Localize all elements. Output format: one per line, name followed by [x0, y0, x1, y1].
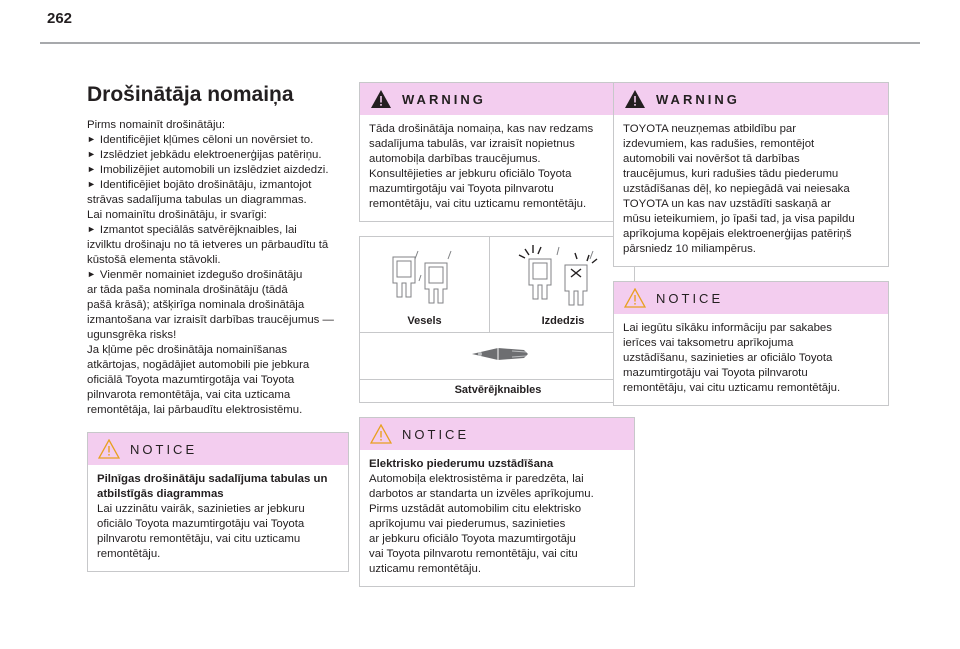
warning-label: WARNING [402, 91, 486, 107]
warning-box [359, 82, 635, 222]
column-1 [87, 82, 349, 586]
notice-line: ierīces vai taksometru aprīkojuma [623, 337, 794, 349]
notice-line: ar jebkuru oficiālo Toyota mazumtirgotāju [369, 533, 576, 545]
column-2 [359, 82, 635, 601]
step-line: ► Vienmēr nomainiet izdegušo drošinātāju [87, 268, 349, 283]
closing-line: remontētāja, lai pārbaudītu elektrosistēmu. [87, 404, 303, 416]
warning-line: mūsu ieteikumiem, jo īpaši tad, ja visa papildu [623, 213, 855, 225]
step-line-cont: izvilktu drošinaju no tā ietveres un pārbaudītu tā [87, 239, 329, 251]
notice-label: NOTICE [130, 441, 198, 457]
intro-line: Pirms nomainīt drošinātāju: [87, 119, 226, 131]
warning-line: izdevumiem, kas radušies, remontējot [623, 138, 815, 150]
warning-header [360, 83, 634, 115]
warning-line: uzstādīšanas dēļ, ko nepiegādā vai neiesaka [623, 183, 850, 195]
notice-label: NOTICE [402, 426, 470, 442]
notice-line: uzticamu remontētāju. [369, 563, 482, 575]
warning-line: aprīkojuma kopējais elektroenerģijas patēriņš [623, 228, 852, 240]
warning-line: remontētāju, vai citu uzticamu remontētāju. [369, 198, 587, 210]
notice-box [359, 417, 635, 587]
notice-line: pilnvarotu remontētāju, vai citu uzticamu [97, 533, 301, 545]
step-line: ► Imobilizējiet automobili un izslēdziet aizdedzi. [87, 163, 349, 178]
good-fuse-label: Vesels [407, 315, 442, 327]
step-line: ► Izmantot speciālās satvērējknaibles, lai [87, 223, 349, 238]
warning-line: Tāda drošinātāja nomaiņa, kas nav redzams [369, 123, 594, 135]
step-line-cont: ugunsgrēka risks! [87, 329, 177, 341]
figure-divider [360, 379, 634, 380]
warning-body [360, 115, 634, 221]
step-line-cont: strāvas sadalījuma tabulas un diagrammas. [87, 194, 307, 206]
warning-box [613, 82, 889, 267]
notice-line: vai Toyota pilnvarotu remontētāju, vai citu [369, 548, 578, 560]
warning-line: mazumtirgotāju vai Toyota pilnvarotu [369, 183, 554, 195]
step-line: ► Identificējiet bojāto drošinātāju, izmantojot [87, 178, 349, 193]
notice-triangle-icon [624, 288, 646, 308]
fuse-figure [359, 236, 635, 403]
top-rule [40, 42, 920, 44]
notice-line: mazumtirgotāju vai Toyota pilnvarotu [623, 367, 808, 379]
warning-line: automobili vai novēršot tā darbības [623, 153, 800, 165]
notice-line: aprīkojumu vai piederumus, sazinieties [369, 518, 566, 530]
warning-label: WARNING [656, 91, 740, 107]
step-line-cont: ar tāda paša nominala drošinātāju (tādā [87, 284, 288, 296]
pliers-label: Satvērējknaibles [454, 384, 542, 396]
notice-line: remontētāju, vai citu uzticamu remontētāju. [623, 382, 841, 394]
notice-header [88, 433, 348, 465]
page-number: 262 [47, 10, 73, 27]
closing-line: oficiālā Toyota mazumtirgotāja vai Toyota [87, 374, 295, 386]
notice-line: oficiālo Toyota mazumtirgotāju vai Toyota [97, 518, 305, 530]
notice-box [87, 432, 349, 572]
good-fuse-illustration [385, 247, 465, 309]
notice-label: NOTICE [656, 290, 724, 306]
pliers-illustration [468, 340, 532, 370]
warning-body [614, 115, 888, 266]
step-line-cont: pašā krāsā); atšķirīga nominala drošinātāja [87, 299, 305, 311]
column-3 [613, 82, 889, 420]
notice-line: Lai iegūtu sīkāku informāciju par sakabes [623, 322, 832, 334]
notice-line: Lai uzzinātu vairāk, sazinieties ar jebkuru [97, 503, 305, 515]
notice-line: darbotos ar standarta un izvēles aprīkojumu. [369, 488, 594, 500]
closing-line: atkārtojas, nogādājiet automobili pie jebkura [87, 359, 310, 371]
procedure-text [87, 118, 349, 418]
warning-triangle-icon [370, 89, 392, 109]
notice-heading: Elektrisko piederumu uzstādīšana [369, 458, 554, 470]
warning-header [614, 83, 888, 115]
notice-line: remontētāju. [97, 548, 161, 560]
step-line: ► Izslēdziet jebkādu elektroenerģijas patēriņu. [87, 148, 349, 163]
notice-heading: atbilstīgās diagrammas [97, 488, 224, 500]
notice-triangle-icon [370, 424, 392, 444]
notice-body [614, 314, 888, 405]
notice-line: Automobiļa elektrosistēma ir paredzēta, lai [369, 473, 584, 485]
step-line-cont: izmantošana var izraisīt darbības traucējumus — [87, 314, 334, 326]
warning-line: TOYOTA neuzņemas atbildību par [623, 123, 797, 135]
notice-heading: Pilnīgas drošinātāju sadalījuma tabulas un [97, 473, 328, 485]
notice-line: uzstādīšanu, sazinieties ar oficiālo Toyota [623, 352, 833, 364]
blown-fuse-label: Izdedzis [541, 315, 585, 327]
warning-line: automobiļa darbības traucējumus. [369, 153, 541, 165]
step-line: ► Identificējiet kļūmes cēloni un novērsiet to. [87, 133, 349, 148]
closing-line: Ja kļūme pēc drošinātāja nomainīšanas [87, 344, 288, 356]
notice-body [88, 465, 348, 571]
notice-body [360, 450, 634, 586]
blown-fuse-illustration [515, 245, 615, 309]
step-line-cont: kūstošā elementa stāvokli. [87, 254, 221, 266]
figure-divider [360, 332, 634, 333]
warning-line: traucējumus, kuri radušies tādu piederumu [623, 168, 839, 180]
warning-line: sadalījuma tabulās, var izraisīt nopietnus [369, 138, 575, 150]
section-title: Drošinātāja nomaiņa [87, 83, 294, 106]
notice-triangle-icon [98, 439, 120, 459]
notice-box [613, 281, 889, 406]
warning-line: pārsniedz 10 miliampērus. [623, 243, 756, 255]
notice-header [614, 282, 888, 314]
warning-triangle-icon [624, 89, 646, 109]
closing-line: pilnvarota remontētāja, vai cita uzticama [87, 389, 291, 401]
warning-line: TOYOTA un kas nav uzstādīti saskaņā ar [623, 198, 831, 210]
notice-header [360, 418, 634, 450]
requirement-line: Lai nomainītu drošinātāju, ir svarīgi: [87, 209, 267, 221]
warning-line: Konsultējieties ar jebkuru oficiālo Toyota [369, 168, 572, 180]
notice-line: Pirms uzstādāt automobilim citu elektrisko [369, 503, 582, 515]
